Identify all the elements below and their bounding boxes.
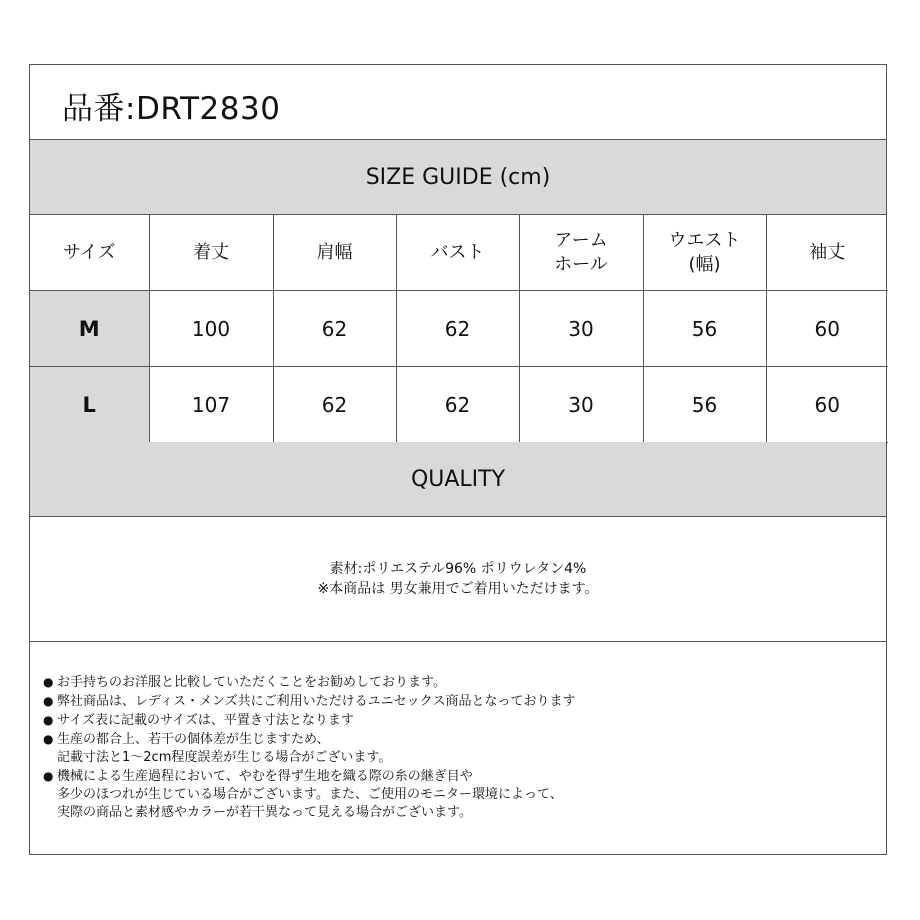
header-shoulder: 肩幅 (273, 215, 396, 291)
product-code: 品番:DRT2830 (62, 91, 281, 127)
size-guide-title: SIZE GUIDE (cm) (365, 164, 551, 190)
product-code-row (30, 65, 886, 140)
table-row (30, 291, 888, 367)
note-text: サイズ表に記載のサイズは、平置き寸法となります (57, 713, 354, 728)
table-cell: 30 (519, 291, 643, 367)
note-line (43, 786, 876, 804)
size-chart-frame (29, 64, 887, 855)
bullet-icon: ● (43, 732, 54, 746)
size-table (30, 215, 888, 443)
note-line (43, 767, 876, 786)
note-line (43, 692, 876, 711)
header-size: サイズ (30, 215, 149, 291)
header-waist: ウエスト (幅) (643, 215, 766, 291)
header-sleeve: 袖丈 (766, 215, 888, 291)
table-header-row (30, 215, 888, 291)
table-cell: 60 (766, 367, 888, 443)
header-bust: バスト (396, 215, 519, 291)
bullet-icon: ● (43, 675, 54, 689)
table-cell: 62 (273, 367, 396, 443)
note-line (43, 711, 876, 730)
note-line (43, 673, 876, 692)
note-text: 記載寸法と1～2cm程度誤差が生じる場合がございます。 (57, 750, 392, 765)
bullet-icon: ● (43, 713, 54, 727)
note-text: 生産の都合上、若干の個体差が生じますため、 (57, 732, 330, 747)
quality-title: QUALITY (410, 466, 506, 492)
row-size-label: L (30, 367, 149, 443)
note-text: 実際の商品と素材感やカラーが若干異なって見える場合がございます。 (57, 805, 472, 820)
note-line (43, 749, 876, 767)
size-guide-header (30, 140, 886, 215)
table-row (30, 367, 888, 443)
material-text: 素材:ポリエステル96% ポリウレタン4% (329, 561, 587, 577)
header-armhole: アーム ホール (519, 215, 643, 291)
table-cell: 62 (273, 291, 396, 367)
note-line (43, 730, 876, 749)
table-cell: 30 (519, 367, 643, 443)
row-size-label: M (30, 291, 149, 367)
quality-header (30, 442, 886, 517)
table-cell: 62 (396, 291, 519, 367)
note-text: 多少のほつれが生じている場合がございます。また、ご使用のモニター環境によって、 (57, 787, 563, 802)
header-length: 着丈 (149, 215, 273, 291)
bullet-icon: ● (43, 769, 54, 783)
note-line (43, 804, 876, 822)
table-cell: 107 (149, 367, 273, 443)
note-text: 機械による生産過程において、やむを得ず生地を織る際の糸の継ぎ目や (57, 769, 473, 784)
bullet-icon: ● (43, 694, 54, 708)
note-text: お手持ちのお洋服と比較していただくことをお勧めしております。 (57, 675, 446, 690)
material-section (30, 517, 886, 642)
table-cell: 56 (643, 367, 766, 443)
unisex-note: ※本商品は 男女兼用でご着用いただけます。 (317, 581, 599, 597)
table-cell: 62 (396, 367, 519, 443)
table-cell: 100 (149, 291, 273, 367)
table-cell: 56 (643, 291, 766, 367)
notes-list (43, 673, 876, 822)
note-text: 弊社商品は、レディス・メンズ共にご利用いただけるユニセックス商品となっております (57, 694, 576, 709)
table-cell: 60 (766, 291, 888, 367)
